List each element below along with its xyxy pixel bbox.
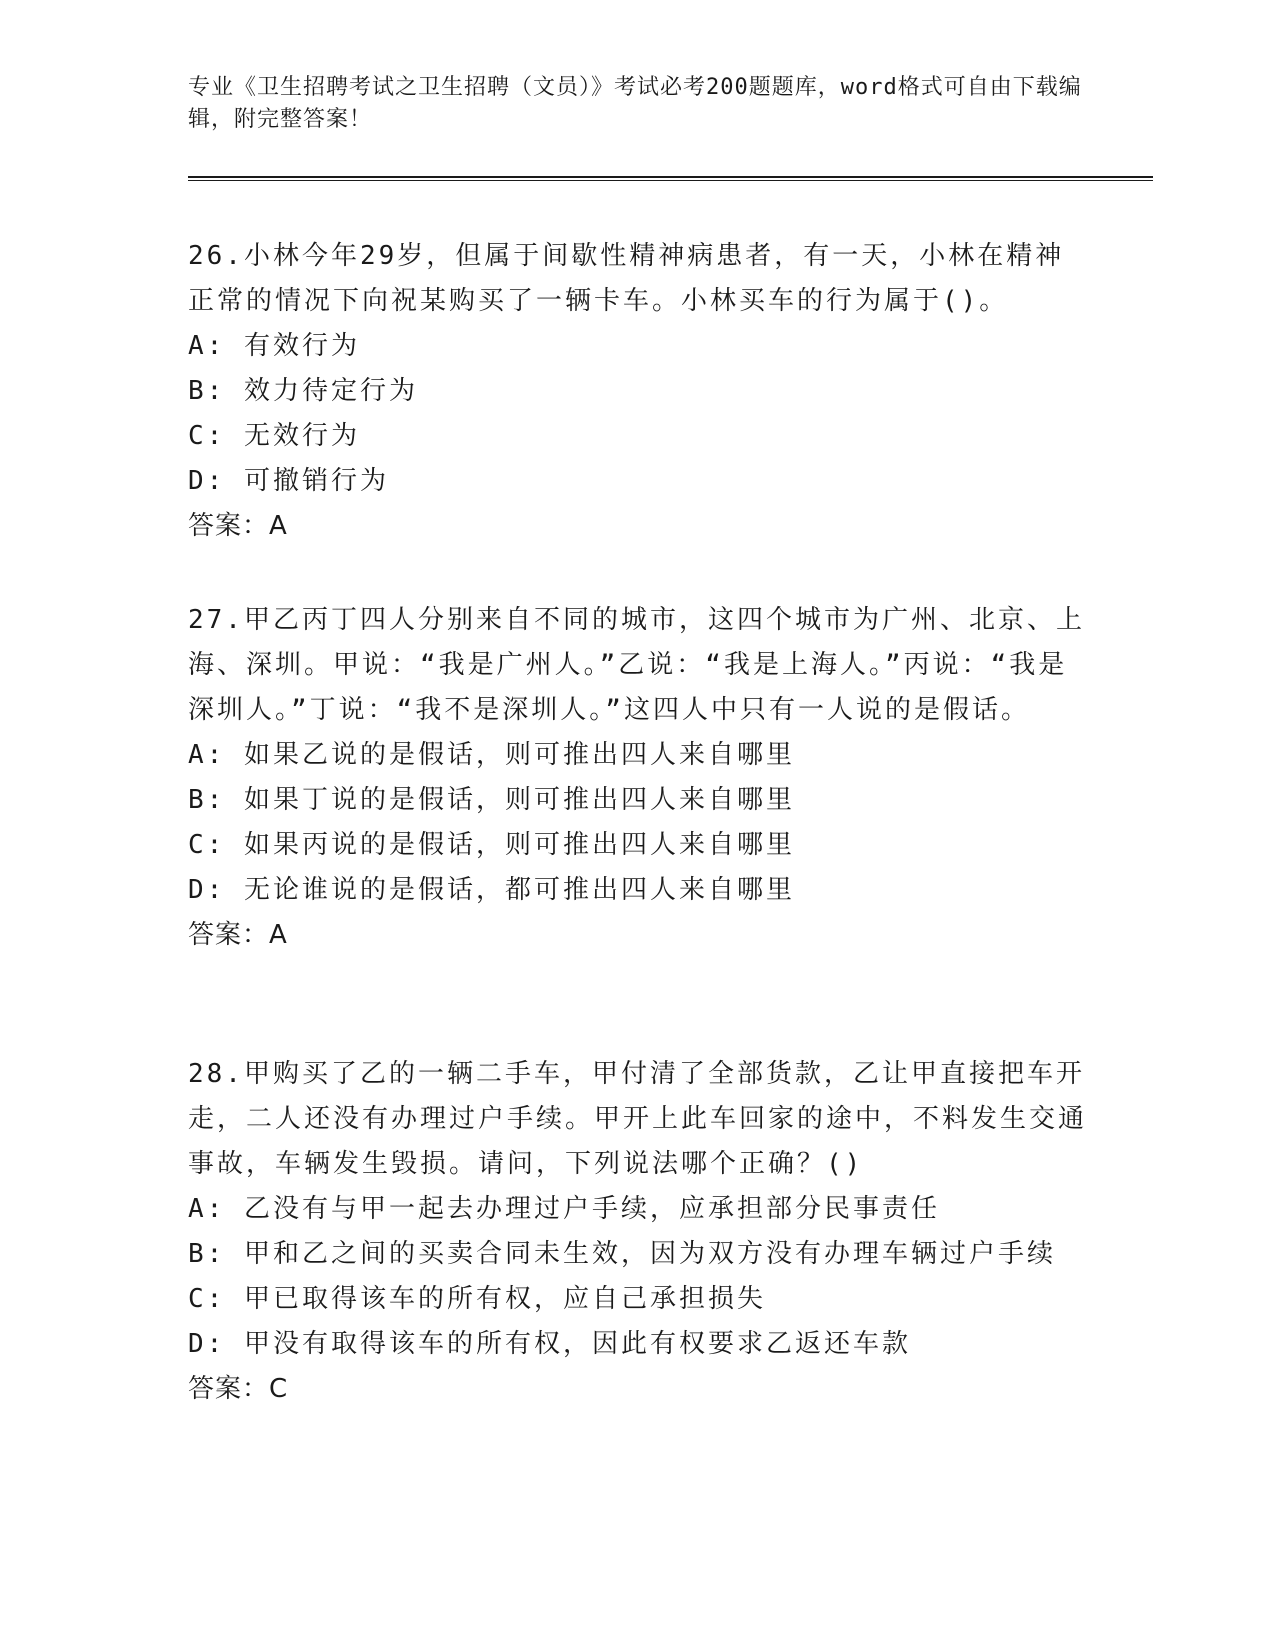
question-28: [188, 1052, 1088, 1412]
option-a: A: 有效行为: [188, 331, 360, 361]
option-c: C: 无效行为: [188, 421, 360, 451]
option-b: B: 甲和乙之间的买卖合同未生效，因为双方没有办理车辆过户手续: [188, 1239, 1056, 1269]
question-26: [188, 234, 1088, 549]
question-stem: 28.甲购买了乙的一辆二手车，甲付清了全部货款，乙让甲直接把车开走，二人还没有办理过户手续。甲开上此车回家的途中，不料发生交通事故，车辆发生毁损。请问，下列说法哪个正确？(): [188, 1059, 1088, 1179]
answer: 答案：A: [188, 920, 288, 950]
option-d: D: 无论谁说的是假话，都可推出四人来自哪里: [188, 875, 795, 905]
question-27: [188, 598, 1088, 958]
option-b: B: 如果丁说的是假话，则可推出四人来自哪里: [188, 785, 795, 815]
option-c: C: 如果丙说的是假话，则可推出四人来自哪里: [188, 830, 795, 860]
option-c: C: 甲已取得该车的所有权，应自己承担损失: [188, 1284, 766, 1314]
option-a: A: 如果乙说的是假话，则可推出四人来自哪里: [188, 740, 795, 770]
question-stem: 27.甲乙丙丁四人分别来自不同的城市，这四个城市为广州、北京、上海、深圳。甲说：“我是广州人。”乙说：“我是上海人。”丙说：“我是深圳人。”丁说：“我不是深圳人。”这四人中只有一人说的是假话。: [188, 605, 1085, 725]
header-divider: [188, 176, 1153, 181]
option-b: B: 效力待定行为: [188, 376, 418, 406]
answer: 答案：A: [188, 511, 288, 541]
option-a: A: 乙没有与甲一起去办理过户手续，应承担部分民事责任: [188, 1194, 940, 1224]
document-header: 专业《卫生招聘考试之卫生招聘（文员）》考试必考200题题库，word格式可自由下载编辑，附完整答案！: [188, 75, 1082, 132]
option-d: D: 甲没有取得该车的所有权，因此有权要求乙返还车款: [188, 1329, 911, 1359]
question-stem: 26.小林今年29岁，但属于间歇性精神病患者，有一天，小林在精神正常的情况下向祝某购买了一辆卡车。小林买车的行为属于()。: [188, 241, 1065, 316]
answer: 答案：C: [188, 1374, 289, 1404]
option-d: D: 可撤销行为: [188, 466, 389, 496]
